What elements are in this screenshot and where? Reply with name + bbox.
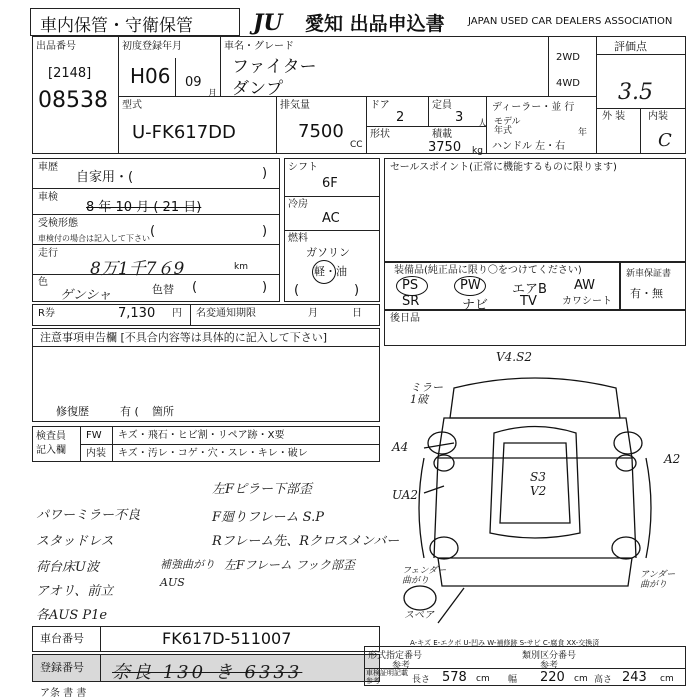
height-value: 243 xyxy=(622,670,647,685)
diag-fender: フェンダー 曲がり xyxy=(402,566,447,586)
repair-value: 有 ( xyxy=(120,405,139,418)
accept-open: ( xyxy=(150,224,156,239)
fuel-alt: 軽・油 xyxy=(314,265,347,278)
notice-day: 日 xyxy=(352,308,362,319)
chassis-value: FK617D-511007 xyxy=(162,629,292,648)
capacity-unit: 人 xyxy=(478,119,488,129)
footer-cut: ア条 書 書 xyxy=(40,688,87,699)
note-rear-frame: Rフレーム先、Rクロスメンバー xyxy=(212,534,400,549)
new-warranty-label: 新車保証書 xyxy=(626,269,672,279)
equip-pw: PW xyxy=(460,278,481,293)
score-value: 3.5 xyxy=(618,80,653,105)
handle-label: ハンドル 左・右 xyxy=(492,141,566,152)
notes-label: 注意事項申告欄 [不具合内容等は具体的に記入して下さい] xyxy=(40,331,328,344)
drive-4wd: 4WD xyxy=(556,78,580,89)
note-reinforcement: 補強曲がり xyxy=(160,558,215,571)
first-reg-month: 09 xyxy=(185,75,202,90)
length-value: 578 xyxy=(442,670,467,685)
color-change-label: 色替 xyxy=(152,283,174,296)
diagram-legend: A-キズ E-エクボ U-凹み W-補修跡 S-サビ C-腐食 XX-交換済 xyxy=(410,639,600,647)
car-grade: ダンプ xyxy=(232,79,284,99)
fw-label: FW xyxy=(86,430,102,441)
displacement-unit: CC xyxy=(350,140,363,150)
format-ref-label: 参考 xyxy=(392,661,411,671)
mileage-value: 8万1千7６9 xyxy=(90,259,185,279)
note-power-mirror: パワーミラー不良 xyxy=(36,508,141,523)
shape-label: 形状 xyxy=(370,129,390,140)
color-close: ) xyxy=(262,280,268,295)
format-label: 形式指定番号 xyxy=(368,651,423,661)
equipment-label: 装備品(純正品に限り〇をつけてください) xyxy=(394,265,582,276)
note-studless: スタッドレス xyxy=(36,534,114,549)
load-unit: kg xyxy=(472,146,483,156)
repair-label: 修復歴 xyxy=(56,405,89,418)
score-ext-label: 外 装 xyxy=(602,111,626,122)
score-label: 評価点 xyxy=(614,40,647,53)
accept-label: 受検形態 xyxy=(38,218,78,229)
diag-under: アンダー 曲がり xyxy=(640,570,676,590)
note-aus: AUS xyxy=(160,576,185,589)
recycle-unit: 円 xyxy=(172,308,182,319)
color-open: ( xyxy=(192,280,198,295)
recycle-value: 7,130 xyxy=(118,306,156,321)
diag-ua2: UA2 xyxy=(392,488,419,502)
displacement-label: 排気量 xyxy=(280,100,310,111)
model-label: 型式 xyxy=(122,100,142,111)
registration-value: 奈良 130 き 6333 xyxy=(112,662,303,683)
interior-label: 内装 xyxy=(86,448,106,459)
diag-a2: A2 xyxy=(664,452,681,466)
ju-logo-text: JU xyxy=(253,10,283,36)
score-int-label: 内装 xyxy=(648,111,668,122)
lot-number: 08538 xyxy=(38,88,108,113)
equip-ps: PS xyxy=(402,278,419,293)
height-label: 高さ xyxy=(594,675,613,685)
length-unit: cm xyxy=(476,674,490,684)
class-label: 類別区分番号 xyxy=(522,651,577,661)
car-name-label: 車名・グレード xyxy=(224,41,294,52)
first-reg-era: H06 xyxy=(130,64,171,88)
cooling-value: AC xyxy=(322,211,340,226)
color-value: ゲンシャ xyxy=(60,288,112,303)
interior-text: キズ・汚レ・コゲ・穴・スレ・キレ・破レ xyxy=(118,448,308,459)
note-left-frame-hook: 左Fフレーム フック部歪 xyxy=(224,558,355,572)
equip-tv: TV xyxy=(520,294,537,309)
org-name-en: JAPAN USED CAR DEALERS ASSOCIATION xyxy=(468,16,673,27)
mileage-label: 走行 xyxy=(38,248,58,259)
diag-a4: A4 xyxy=(392,440,409,454)
repair-close: 箇所 xyxy=(152,405,174,418)
equip-ps-circle xyxy=(396,276,428,296)
inspector-label: 検査員 記入欄 xyxy=(36,431,66,456)
rear-items-box xyxy=(384,310,686,346)
inspection-label: 車検 xyxy=(38,192,58,203)
cooling-label: 冷房 xyxy=(288,199,308,210)
fuel-close: ) xyxy=(354,283,360,298)
color-label: 色 xyxy=(38,277,48,288)
width-value: 220 xyxy=(540,670,565,685)
sales-point-label: セールスポイント(正常に機能するものに限ります) xyxy=(390,162,617,173)
accept-note: 車検付の場合は記入して下さい xyxy=(38,234,150,243)
equip-leather: カワシート xyxy=(562,296,612,307)
history-value: 自家用・( xyxy=(76,170,134,185)
recycle-label: R券 xyxy=(38,308,55,319)
model-year-label: モデル 年式 xyxy=(494,117,521,136)
new-warranty-value: 有・無 xyxy=(630,287,663,300)
first-reg-label: 初度登録年月 xyxy=(122,41,182,52)
chassis-label: 車台番号 xyxy=(40,632,84,645)
inspection-value: 8 年 10 月 ( 21 日) xyxy=(86,200,202,215)
fuel-open: ( xyxy=(294,283,300,298)
capacity-value: 3 xyxy=(455,110,464,125)
equip-sr: SR xyxy=(402,294,420,309)
equip-aw: AW xyxy=(574,278,596,293)
note-front-frame: F廻りフレーム S.P xyxy=(212,510,324,525)
storage-note: 車内保管・守衛保管 xyxy=(40,16,193,36)
diag-v4s2: V4.S2 xyxy=(496,350,532,364)
sales-point-box xyxy=(384,158,686,262)
equip-airbag: エアB xyxy=(512,282,547,297)
first-reg-month-unit: 月 xyxy=(208,89,218,99)
fw-text: キズ・飛石・ヒビ割・リペア跡・X要 xyxy=(118,430,285,441)
history-section xyxy=(32,158,280,302)
equip-pw-circle xyxy=(454,276,486,296)
diag-mirror: ミラー 1破 xyxy=(410,381,443,406)
form-title: 愛知 出品申込書 xyxy=(305,13,445,35)
width-label: 幅 xyxy=(508,675,518,685)
load-label: 積載 xyxy=(432,129,452,140)
width-unit: cm xyxy=(574,674,588,684)
note-gate: アオリ、前立 xyxy=(36,584,114,599)
model-value: U-FK617DD xyxy=(132,122,236,143)
reg-dims-label: 車検証明記載 参考 xyxy=(366,669,408,685)
dealer-label: ディーラー・並 行 xyxy=(492,102,575,113)
shift-value: 6F xyxy=(322,176,338,191)
car-name: ファイター xyxy=(232,57,317,77)
mileage-unit: km xyxy=(234,262,248,272)
capacity-label: 定員 xyxy=(432,100,452,111)
history-label: 車歴 xyxy=(38,162,58,173)
drive-2wd: 2WD xyxy=(556,52,580,63)
doors-value: 2 xyxy=(396,110,405,125)
history-close: ) xyxy=(262,166,268,181)
notice-month: 月 xyxy=(308,308,318,319)
length-label: 長さ xyxy=(412,675,431,685)
registration-label: 登録番号 xyxy=(40,661,84,674)
fuel-label: 燃料 xyxy=(288,233,308,244)
notice-deadline-label: 名変通知期限 xyxy=(196,308,256,319)
diag-s3v2: S3 V2 xyxy=(530,470,547,498)
displacement-value: 7500 xyxy=(298,121,344,142)
diag-spare: スペア xyxy=(404,610,434,621)
rear-items-label: 後日品 xyxy=(390,313,420,324)
fuel-value: ガソリン xyxy=(306,246,350,259)
height-unit: cm xyxy=(660,674,674,684)
top-section xyxy=(32,36,686,154)
load-value: 3750 xyxy=(428,140,462,155)
lot-label: 出品番号 xyxy=(36,41,76,52)
accept-close: ) xyxy=(262,224,268,239)
doors-label: ドア xyxy=(370,100,390,111)
class-ref-label: 参考 xyxy=(540,661,559,671)
ju-logo xyxy=(253,10,308,36)
note-a-pillar: 左Fピラー下部歪 xyxy=(212,482,313,497)
note-aus-p1e: 各AUS P1e xyxy=(36,608,108,623)
note-bed-floor: 荷台床U波 xyxy=(36,560,99,575)
shift-label: シフト xyxy=(288,162,318,173)
lot-bracket: [2148] xyxy=(48,66,92,81)
score-int-value: C xyxy=(658,130,672,151)
year-unit: 年 xyxy=(578,128,588,138)
equip-navi: ナビ xyxy=(462,298,489,313)
